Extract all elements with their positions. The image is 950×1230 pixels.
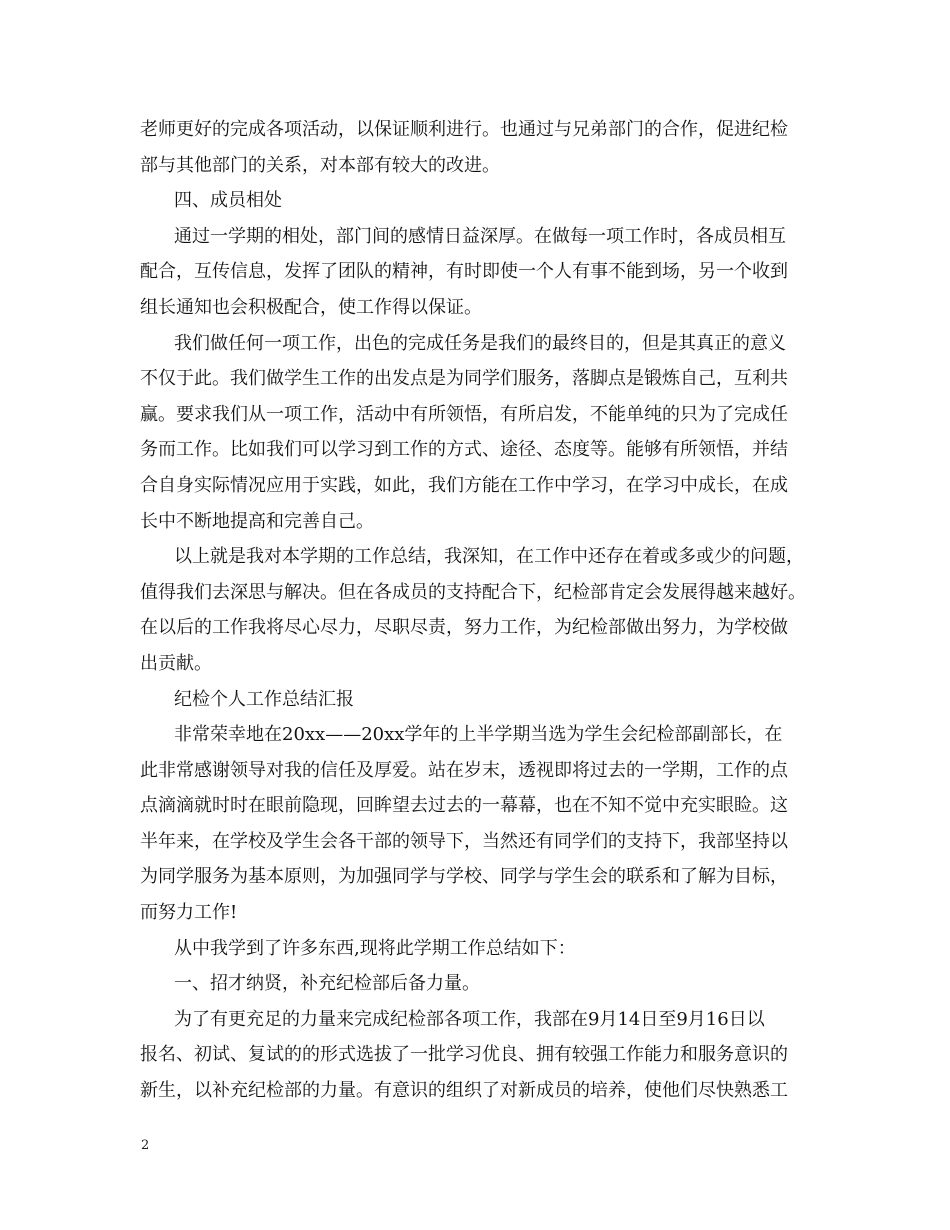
text-line: 为同学服务为基本原则，为加强同学与学校、同学与学生会的联系和了解为目标， [140, 866, 788, 888]
text-line: 点滴滴就时时在眼前隐现，回眸望去过去的一幕幕，也在不知不觉中充实眼睑。这 [140, 795, 788, 817]
section-heading: 一、招才纳贤，补充纪检部后备力量。 [174, 973, 480, 995]
page-number: 2 [141, 1138, 150, 1153]
text-line: 赢。要求我们从一项工作，活动中有所领悟，有所启发，不能单纯的只为了完成任 [140, 403, 788, 425]
text-line: 长中不断地提高和完善自己。 [140, 510, 374, 532]
text-line: 在以后的工作我将尽心尽力，尽职尽责，努力工作，为纪检部做出努力，为学校做 [140, 617, 788, 639]
text-line: 非常荣幸地在20xx——20xx学年的上半学期当选为学生会纪检部副部长，在 [174, 724, 783, 746]
text-line: 不仅于此。我们做学生工作的出发点是为同学们服务，落脚点是锻炼自己，互利共 [140, 368, 788, 390]
text-line: 我们做任何一项工作，出色的完成任务是我们的最终目的，但是其真正的意义 [174, 332, 786, 354]
text-line: 老师更好的完成各项活动，以保证顺利进行。也通过与兄弟部门的合作，促进纪检 [140, 119, 788, 140]
text-line: 报名、初试、复试的的形式选拔了一批学习优良、拥有较强工作能力和服务意识的 [140, 1044, 788, 1066]
text-line: 新生，以补充纪检部的力量。有意识的组织了对新成员的培养，使他们尽快熟悉工 [140, 1080, 788, 1102]
text-line: 从中我学到了许多东西,现将此学期工作总结如下： [174, 937, 576, 959]
text-line: 为了有更充足的力量来完成纪检部各项工作，我部在9月14日至9月16日以 [174, 1008, 765, 1030]
text-line: 出贡献。 [140, 652, 212, 674]
section-heading: 纪检个人工作总结汇报 [174, 688, 354, 710]
text-line: 值得我们去深思与解决。但在各成员的支持配合下，纪检部肯定会发展得越来越好。 [140, 581, 806, 603]
text-line: 此非常感谢领导对我的信任及厚爱。站在岁末，透视即将过去的一学期，工作的点 [140, 759, 788, 781]
document-body [140, 112, 820, 1109]
text-line: 以上就是我对本学期的工作总结，我深知，在工作中还存在着或多或少的问题， [174, 546, 804, 568]
text-line: 而努力工作! [140, 902, 238, 924]
text-line: 配合，互传信息，发挥了团队的精神，有时即使一个人有事不能到场，另一个收到 [140, 261, 788, 283]
text-line: 合自身实际情况应用于实践，如此，我们方能在工作中学习，在学习中成长，在成 [140, 474, 788, 496]
text-line: 通过一学期的相处，部门间的感情日益深厚。在做每一项工作时，各成员相互 [174, 225, 786, 247]
section-heading: 四、成员相处 [174, 190, 282, 212]
text-line: 半年来，在学校及学生会各干部的领导下，当然还有同学们的支持下，我部坚持以 [140, 830, 788, 852]
text-line: 部与其他部门的关系，对本部有较大的改进。 [140, 154, 500, 176]
text-line: 务而工作。比如我们可以学习到工作的方式、途径、态度等。能够有所领悟，并结 [140, 439, 788, 461]
text-line: 组长通知也会积极配合，使工作得以保证。 [140, 296, 482, 318]
